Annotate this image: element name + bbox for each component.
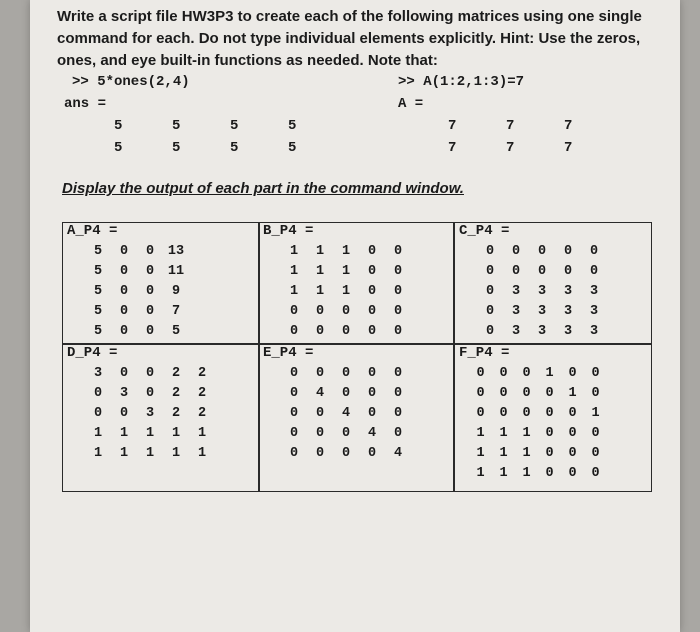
matrix-label: E_P4 = <box>263 345 314 361</box>
matrix-entry: 0 <box>485 263 495 279</box>
matrix-entry: 0 <box>511 243 521 259</box>
matrix-entry: 3 <box>511 323 521 339</box>
matrix-entry: 3 <box>511 303 521 319</box>
matrix-row <box>469 383 607 403</box>
matrix-entry: 0 <box>499 385 508 401</box>
matrix-entry: 0 <box>145 243 155 259</box>
matrix-entry: 1 <box>197 445 207 461</box>
matrix-row <box>477 261 607 281</box>
matrix-table <box>85 363 215 463</box>
matrix-entry: 0 <box>537 263 547 279</box>
matrix-entry: 1 <box>171 445 181 461</box>
matrix-entry: 1 <box>341 283 351 299</box>
example-left-cell: 5 <box>230 140 239 156</box>
matrix-entry: 5 <box>93 243 103 259</box>
matrix-entry: 3 <box>589 323 599 339</box>
matrix-entry: 9 <box>171 283 181 299</box>
matrix-entry: 0 <box>545 425 554 441</box>
matrix-entry: 2 <box>197 365 207 381</box>
matrix-entry: 0 <box>568 465 577 481</box>
matrix-row <box>281 443 411 463</box>
matrix-entry: 0 <box>315 425 325 441</box>
matrix-entry: 0 <box>289 445 299 461</box>
matrix-entry: 3 <box>563 303 573 319</box>
matrix-table <box>85 241 189 341</box>
matrix-entry: 0 <box>315 405 325 421</box>
matrix-entry: 0 <box>476 405 485 421</box>
matrix-entry: 1 <box>315 283 325 299</box>
matrix-row <box>85 241 189 261</box>
matrix-entry: 0 <box>568 405 577 421</box>
matrix-entry: 4 <box>315 385 325 401</box>
matrix-entry: 0 <box>93 405 103 421</box>
matrix-table <box>281 363 411 463</box>
matrix-entry: 1 <box>341 243 351 259</box>
matrix-cell-d <box>63 345 259 479</box>
matrix-entry: 0 <box>393 385 403 401</box>
example-left-cell: 5 <box>114 118 123 134</box>
matrix-entry: 0 <box>499 405 508 421</box>
matrix-entry: 0 <box>289 405 299 421</box>
matrix-row <box>85 281 189 301</box>
example-right-label: A = <box>398 96 424 112</box>
matrix-row <box>281 281 411 301</box>
matrix-entry: 0 <box>367 283 377 299</box>
matrix-row <box>85 423 215 443</box>
matrix-entry: 3 <box>119 385 129 401</box>
matrix-entry: 2 <box>197 405 207 421</box>
matrix-entry: 0 <box>589 243 599 259</box>
example-right-cell: 7 <box>564 118 573 134</box>
matrix-entry: 0 <box>568 445 577 461</box>
matrix-entry: 0 <box>522 405 531 421</box>
matrix-cell-e <box>259 345 455 479</box>
matrix-row <box>85 261 189 281</box>
matrix-entry: 3 <box>93 365 103 381</box>
matrix-cell-b <box>259 223 455 357</box>
matrix-entry: 0 <box>367 303 377 319</box>
matrix-entry: 4 <box>341 405 351 421</box>
matrix-entry: 1 <box>476 445 485 461</box>
matrix-entry: 2 <box>171 365 181 381</box>
matrix-cell-a <box>63 223 259 357</box>
matrix-entry: 5 <box>93 263 103 279</box>
matrix-entry: 3 <box>563 323 573 339</box>
matrix-entry: 3 <box>511 283 521 299</box>
matrix-entry: 0 <box>145 303 155 319</box>
matrix-entry: 1 <box>499 445 508 461</box>
problem-line: command for each. Do not type individual elements explicitly. Hint: Use the zeros, <box>57 30 641 47</box>
matrix-entry: 0 <box>545 465 554 481</box>
matrix-entry: 0 <box>119 323 129 339</box>
matrix-entry: 3 <box>589 283 599 299</box>
matrix-entry: 0 <box>289 425 299 441</box>
matrix-entry: 0 <box>145 323 155 339</box>
matrix-entry: 0 <box>393 243 403 259</box>
matrix-entry: 3 <box>589 303 599 319</box>
matrix-entry: 3 <box>537 283 547 299</box>
matrix-entry: 0 <box>563 263 573 279</box>
matrix-row <box>469 423 607 443</box>
matrix-entry: 4 <box>367 425 377 441</box>
example-right-cell: 7 <box>448 118 457 134</box>
matrix-entry: 0 <box>591 465 600 481</box>
example-left-cell: 5 <box>288 140 297 156</box>
matrix-row <box>85 403 215 423</box>
matrix-entry: 0 <box>563 243 573 259</box>
problem-line: Write a script file HW3P3 to create each of the following matrices using one single <box>57 8 642 25</box>
matrix-row <box>281 241 411 261</box>
matrix-entry: 0 <box>568 425 577 441</box>
matrix-entry: 3 <box>563 283 573 299</box>
matrix-entry: 5 <box>93 303 103 319</box>
matrix-entry: 0 <box>545 445 554 461</box>
matrix-entry: 1 <box>476 425 485 441</box>
matrix-entry: 0 <box>393 365 403 381</box>
matrix-row <box>477 301 607 321</box>
matrix-label: C_P4 = <box>459 223 510 239</box>
matrix-entry: 0 <box>367 263 377 279</box>
problem-statement <box>57 6 657 72</box>
matrix-entry: 0 <box>119 243 129 259</box>
matrix-row <box>469 403 607 423</box>
matrix-label: F_P4 = <box>459 345 510 361</box>
matrix-entry: 0 <box>367 445 377 461</box>
matrix-row <box>281 321 411 341</box>
matrix-row <box>477 321 607 341</box>
instruction-text: Display the output of each part in the command window. <box>62 180 464 197</box>
matrix-entry: 0 <box>289 303 299 319</box>
matrix-entry: 0 <box>537 243 547 259</box>
matrix-row <box>281 363 411 383</box>
matrix-entry: 0 <box>568 365 577 381</box>
matrix-cell-c <box>455 223 651 357</box>
matrix-entry: 0 <box>522 365 531 381</box>
matrix-entry: 4 <box>393 445 403 461</box>
matrix-grid <box>62 222 652 492</box>
matrix-entry: 0 <box>341 365 351 381</box>
matrix-entry: 0 <box>511 263 521 279</box>
matrix-entry: 0 <box>119 283 129 299</box>
example-right-cell: 7 <box>506 118 515 134</box>
matrix-entry: 0 <box>393 323 403 339</box>
matrix-entry: 0 <box>341 445 351 461</box>
matrix-entry: 11 <box>167 263 185 279</box>
matrix-entry: 3 <box>537 303 547 319</box>
matrix-entry: 0 <box>545 405 554 421</box>
matrix-entry: 0 <box>341 425 351 441</box>
matrix-entry: 0 <box>289 323 299 339</box>
matrix-entry: 2 <box>197 385 207 401</box>
matrix-row <box>85 443 215 463</box>
matrix-entry: 0 <box>522 385 531 401</box>
matrix-entry: 1 <box>145 445 155 461</box>
matrix-entry: 1 <box>119 445 129 461</box>
matrix-table <box>281 241 411 341</box>
matrix-entry: 13 <box>167 243 185 259</box>
matrix-entry: 1 <box>522 425 531 441</box>
matrix-entry: 0 <box>499 365 508 381</box>
matrix-label: D_P4 = <box>67 345 118 361</box>
matrix-entry: 0 <box>145 263 155 279</box>
example-right-cell: 7 <box>564 140 573 156</box>
matrix-entry: 1 <box>289 243 299 259</box>
matrix-entry: 1 <box>315 243 325 259</box>
matrix-entry: 0 <box>315 323 325 339</box>
matrix-entry: 0 <box>393 263 403 279</box>
example-left-cell: 5 <box>288 118 297 134</box>
matrix-entry: 1 <box>522 445 531 461</box>
matrix-entry: 0 <box>145 365 155 381</box>
example-right-cell: 7 <box>506 140 515 156</box>
matrix-entry: 0 <box>476 385 485 401</box>
example-left-cell: 5 <box>230 118 239 134</box>
matrix-row <box>281 403 411 423</box>
problem-line: ones, and eye built-in functions as needed. Note that: <box>57 52 438 69</box>
example-right-command: >> A(1:2,1:3)=7 <box>398 74 525 90</box>
matrix-entry: 0 <box>485 303 495 319</box>
matrix-entry: 0 <box>591 425 600 441</box>
matrix-entry: 0 <box>341 303 351 319</box>
matrix-entry: 0 <box>315 365 325 381</box>
matrix-row <box>85 321 189 341</box>
matrix-entry: 0 <box>341 323 351 339</box>
matrix-row <box>281 423 411 443</box>
matrix-row <box>281 383 411 403</box>
matrix-entry: 5 <box>93 323 103 339</box>
matrix-entry: 0 <box>119 303 129 319</box>
matrix-entry: 0 <box>145 283 155 299</box>
matrix-entry: 0 <box>341 385 351 401</box>
matrix-entry: 1 <box>289 283 299 299</box>
matrix-entry: 1 <box>119 425 129 441</box>
matrix-entry: 1 <box>289 263 299 279</box>
example-left-label: ans = <box>64 96 107 112</box>
matrix-entry: 0 <box>289 385 299 401</box>
matrix-label: A_P4 = <box>67 223 118 239</box>
matrix-entry: 0 <box>589 263 599 279</box>
matrix-entry: 3 <box>145 405 155 421</box>
matrix-row <box>85 301 189 321</box>
matrix-entry: 0 <box>591 445 600 461</box>
matrix-entry: 1 <box>171 425 181 441</box>
matrix-entry: 0 <box>145 385 155 401</box>
matrix-entry: 0 <box>315 445 325 461</box>
matrix-entry: 0 <box>119 263 129 279</box>
example-left-cell: 5 <box>114 140 123 156</box>
matrix-entry: 0 <box>367 405 377 421</box>
matrix-row <box>469 363 607 383</box>
matrix-entry: 1 <box>499 425 508 441</box>
matrix-entry: 1 <box>522 465 531 481</box>
matrix-entry: 0 <box>367 385 377 401</box>
matrix-entry: 1 <box>568 385 577 401</box>
matrix-entry: 0 <box>367 323 377 339</box>
example-right-cell: 7 <box>448 140 457 156</box>
matrix-table <box>469 363 607 483</box>
matrix-entry: 1 <box>499 465 508 481</box>
matrix-entry: 0 <box>393 405 403 421</box>
matrix-entry: 1 <box>145 425 155 441</box>
matrix-entry: 0 <box>393 283 403 299</box>
matrix-entry: 1 <box>315 263 325 279</box>
matrix-entry: 0 <box>119 405 129 421</box>
matrix-row <box>477 241 607 261</box>
matrix-entry: 1 <box>545 365 554 381</box>
matrix-row <box>281 301 411 321</box>
matrix-entry: 0 <box>393 303 403 319</box>
matrix-row <box>85 363 215 383</box>
matrix-cell-f <box>455 345 651 479</box>
matrix-entry: 5 <box>93 283 103 299</box>
matrix-entry: 0 <box>289 365 299 381</box>
matrix-entry: 0 <box>393 425 403 441</box>
matrix-label: B_P4 = <box>263 223 314 239</box>
matrix-entry: 0 <box>591 365 600 381</box>
matrix-entry: 0 <box>315 303 325 319</box>
matrix-entry: 0 <box>485 283 495 299</box>
matrix-entry: 1 <box>341 263 351 279</box>
matrix-entry: 0 <box>367 243 377 259</box>
matrix-entry: 0 <box>93 385 103 401</box>
matrix-table <box>477 241 607 341</box>
matrix-entry: 0 <box>591 385 600 401</box>
matrix-entry: 1 <box>93 445 103 461</box>
matrix-entry: 0 <box>485 323 495 339</box>
matrix-entry: 0 <box>367 365 377 381</box>
matrix-entry: 2 <box>171 385 181 401</box>
matrix-row <box>477 281 607 301</box>
example-left-command: >> 5*ones(2,4) <box>72 74 190 90</box>
matrix-entry: 0 <box>545 385 554 401</box>
matrix-entry: 1 <box>93 425 103 441</box>
matrix-entry: 2 <box>171 405 181 421</box>
matrix-entry: 0 <box>476 365 485 381</box>
matrix-entry: 1 <box>476 465 485 481</box>
matrix-entry: 1 <box>197 425 207 441</box>
matrix-row <box>469 443 607 463</box>
matrix-entry: 5 <box>171 323 181 339</box>
matrix-row <box>469 463 607 483</box>
matrix-entry: 1 <box>591 405 600 421</box>
matrix-row <box>281 261 411 281</box>
matrix-entry: 0 <box>119 365 129 381</box>
example-left-cell: 5 <box>172 140 181 156</box>
matrix-entry: 7 <box>171 303 181 319</box>
matrix-entry: 3 <box>537 323 547 339</box>
matrix-entry: 0 <box>485 243 495 259</box>
example-left-cell: 5 <box>172 118 181 134</box>
matrix-row <box>85 383 215 403</box>
